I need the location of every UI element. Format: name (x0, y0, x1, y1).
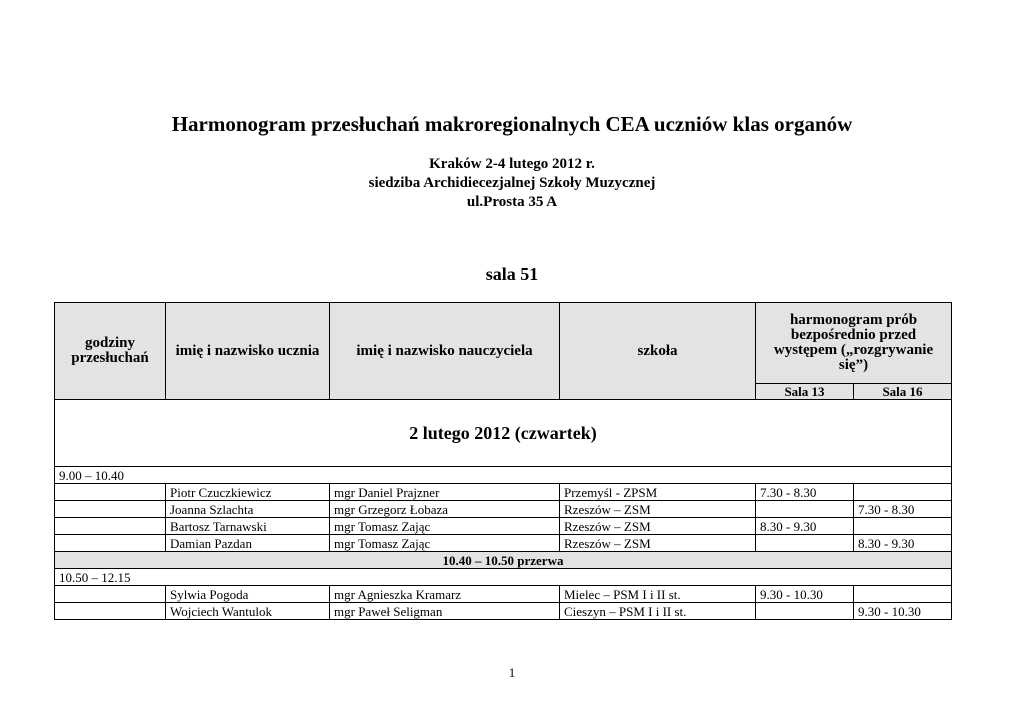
header-student: imię i nazwisko ucznia (166, 303, 330, 400)
sala16-time (854, 518, 952, 535)
teacher-name: mgr Agnieszka Kramarz (330, 586, 560, 603)
document-title: Harmonogram przesłuchań makroregionalnych CEA uczniów klas organów (171, 112, 853, 136)
sala13-time: 9.30 - 10.30 (756, 586, 854, 603)
header-hours: godziny przesłuchań (55, 303, 166, 400)
header-sala13: Sala 13 (756, 383, 854, 399)
school-name: Mielec – PSM I i II st. (560, 586, 756, 603)
break-row: 10.40 – 10.50 przerwa (55, 552, 952, 569)
sala16-time: 8.30 - 9.30 (854, 535, 952, 552)
subtitle-venue: siedziba Archidiecezjalnej Szkoły Muzycznej (368, 175, 656, 191)
school-name: Rzeszów – ZSM (560, 535, 756, 552)
table-row (55, 603, 952, 620)
sala13-time: 7.30 - 8.30 (756, 484, 854, 501)
student-name: Damian Pazdan (166, 535, 330, 552)
sala13-time (756, 535, 854, 552)
teacher-name: mgr Grzegorz Łobaza (330, 501, 560, 518)
student-name: Piotr Czuczkiewicz (166, 484, 330, 501)
room-heading: sala 51 (485, 264, 539, 284)
student-name: Sylwia Pogoda (166, 586, 330, 603)
table-row (55, 586, 952, 603)
teacher-name: mgr Tomasz Zając (330, 518, 560, 535)
day-heading: 2 lutego 2012 (czwartek) (55, 400, 952, 467)
teacher-name: mgr Paweł Seligman (330, 603, 560, 620)
sala13-time: 8.30 - 9.30 (756, 518, 854, 535)
sala16-time: 9.30 - 10.30 (854, 603, 952, 620)
table-row (55, 484, 952, 501)
schedule-table (54, 302, 952, 620)
school-name: Przemyśl - ZPSM (560, 484, 756, 501)
header-school: szkoła (560, 303, 756, 400)
time-block-1: 9.00 – 10.40 (55, 467, 952, 484)
header-sala16: Sala 16 (854, 383, 952, 399)
sala16-time: 7.30 - 8.30 (854, 501, 952, 518)
time-block-2: 10.50 – 12.15 (55, 569, 952, 586)
sala13-time (756, 603, 854, 620)
sala16-time (854, 484, 952, 501)
subtitle-address: ul.Prosta 35 A (466, 194, 558, 210)
subtitle-date: Kraków 2-4 lutego 2012 r. (429, 156, 595, 172)
table-row (55, 518, 952, 535)
school-name: Rzeszów – ZSM (560, 518, 756, 535)
sala13-time (756, 501, 854, 518)
school-name: Cieszyn – PSM I i II st. (560, 603, 756, 620)
student-name: Bartosz Tarnawski (166, 518, 330, 535)
table-row (55, 535, 952, 552)
student-name: Wojciech Wantulok (166, 603, 330, 620)
school-name: Rzeszów – ZSM (560, 501, 756, 518)
header-rehearsal: harmonogram prób bezpośrednio przed występem („rozgrywanie się”) (756, 303, 952, 384)
teacher-name: mgr Tomasz Zając (330, 535, 560, 552)
table-row (55, 501, 952, 518)
student-name: Joanna Szlachta (166, 501, 330, 518)
teacher-name: mgr Daniel Prajzner (330, 484, 560, 501)
header-teacher: imię i nazwisko nauczyciela (330, 303, 560, 400)
sala16-time (854, 586, 952, 603)
page-number: 1 (508, 665, 516, 680)
